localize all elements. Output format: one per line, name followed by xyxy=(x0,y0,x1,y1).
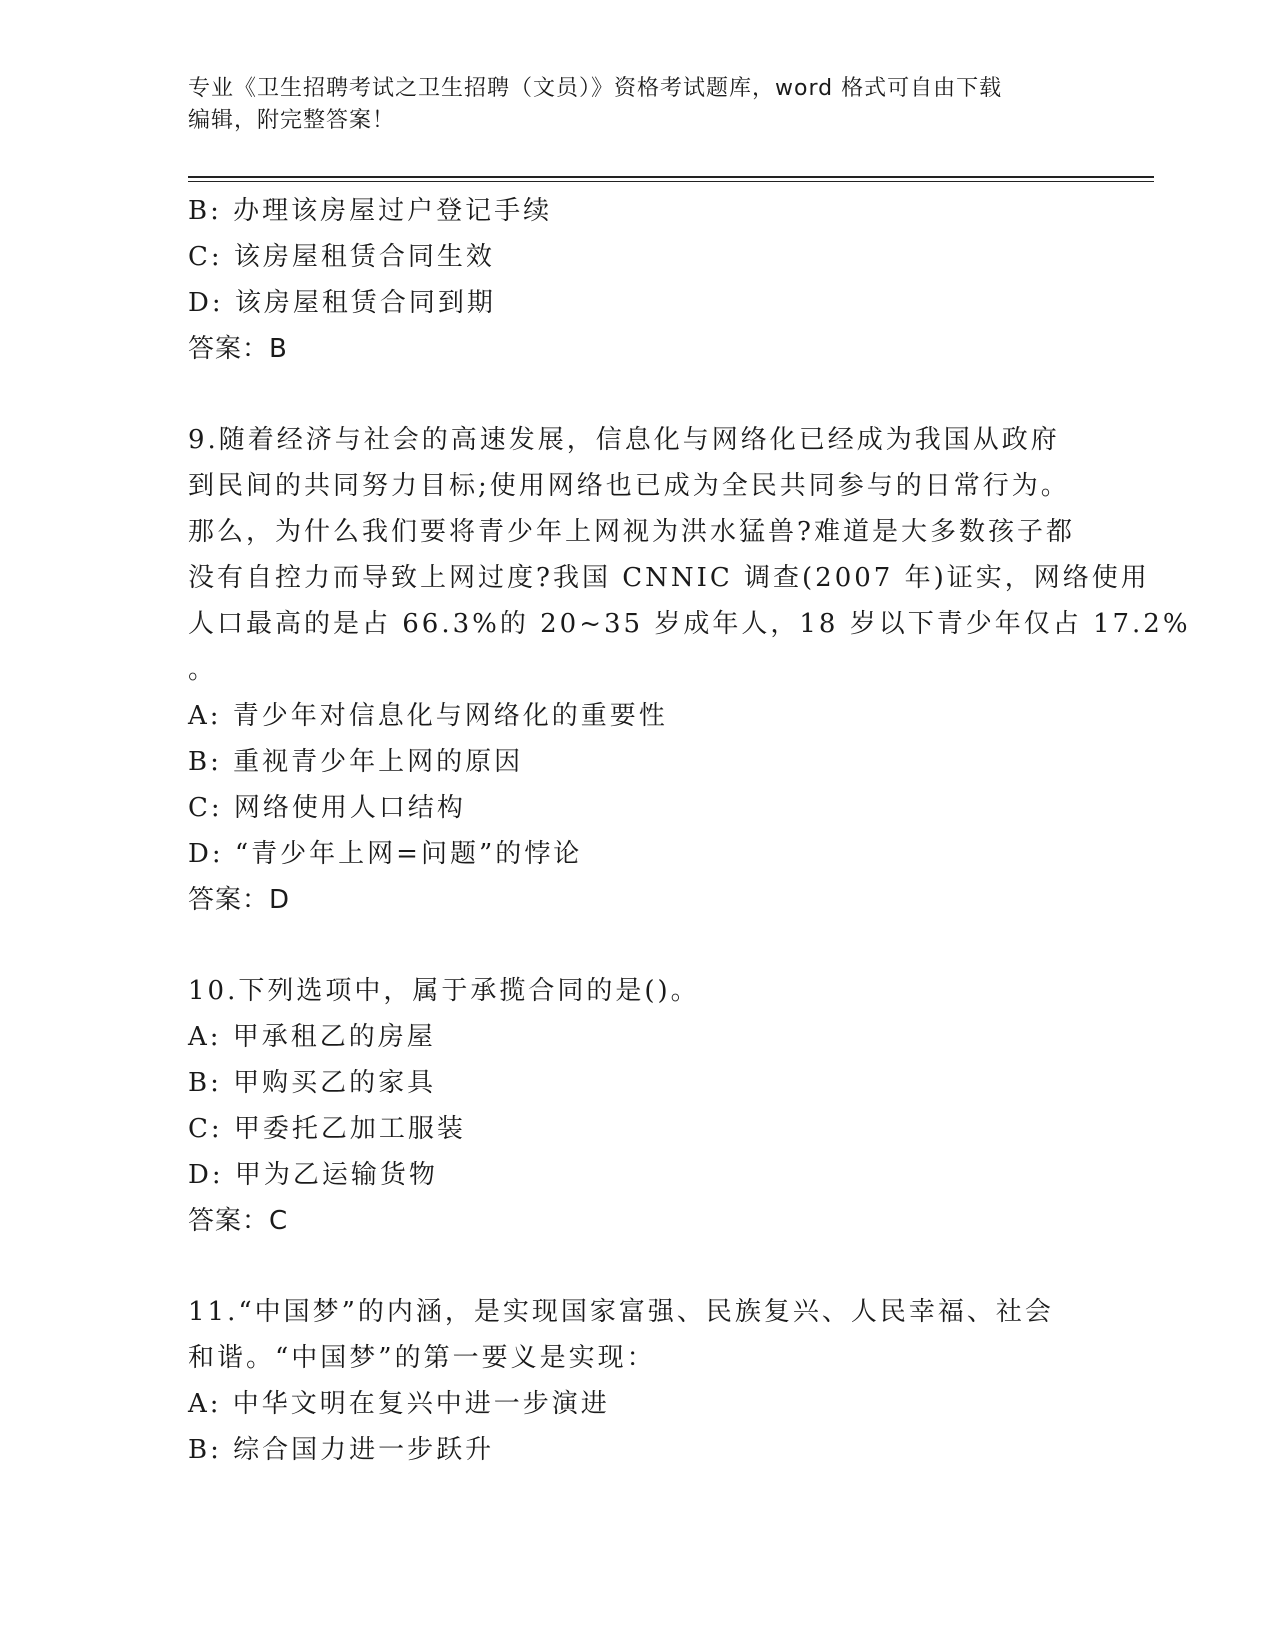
header-line-2: 编辑，附完整答案！ xyxy=(188,108,396,133)
question-stem-line: 10.下列选项中，属于承揽合同的是()。 xyxy=(188,976,700,1006)
question-stem-line: 人口最高的是占 66.3%的 20~35 岁成年人，18 岁以下青少年仅占 17.2% xyxy=(188,609,1191,639)
question-stem-line: 9.随着经济与社会的高速发展，信息化与网络化已经成为我国从政府 xyxy=(188,425,1060,455)
answer: 答案：B xyxy=(188,334,288,364)
header-divider xyxy=(188,176,1154,182)
question-stem-line: 11.“中国梦”的内涵，是实现国家富强、民族复兴、人民幸福、社会 xyxy=(188,1297,1054,1327)
question-10 xyxy=(188,968,1088,1244)
spacer xyxy=(188,923,1088,968)
option-a: A: 青少年对信息化与网络化的重要性 xyxy=(188,701,668,731)
question-11 xyxy=(188,1289,1088,1473)
question-stem-line: 到民间的共同努力目标;使用网络也已成为全民共同参与的日常行为。 xyxy=(188,471,1070,501)
option-c: C: 甲委托乙加工服装 xyxy=(188,1114,466,1144)
option-a: A: 中华文明在复兴中进一步演进 xyxy=(188,1389,610,1419)
answer: 答案：D xyxy=(188,885,291,915)
option-d: D: “青少年上网=问题”的悖论 xyxy=(188,839,583,869)
option-b: B: 重视青少年上网的原因 xyxy=(188,747,524,777)
option-c: C: 该房屋租赁合同生效 xyxy=(188,242,495,272)
question-stem-line: 。 xyxy=(188,655,218,685)
option-b: B: 综合国力进一步跃升 xyxy=(188,1435,495,1465)
question-stem-line: 和谐。“中国梦”的第一要义是实现： xyxy=(188,1343,656,1373)
question-8-tail xyxy=(188,188,1088,372)
option-b: B: 甲购买乙的家具 xyxy=(188,1068,437,1098)
question-list xyxy=(188,188,1191,1473)
option-b: B: 办理该房屋过户登记手续 xyxy=(188,196,553,226)
spacer xyxy=(188,372,1088,417)
question-9 xyxy=(188,417,1191,923)
page-header xyxy=(188,73,1088,137)
header-line-1: 专业《卫生招聘考试之卫生招聘（文员）》资格考试题库，word 格式可自由下载 xyxy=(188,76,1003,101)
option-d: D: 该房屋租赁合同到期 xyxy=(188,288,496,318)
question-stem-line: 那么，为什么我们要将青少年上网视为洪水猛兽?难道是大多数孩子都 xyxy=(188,517,1075,547)
question-stem-line: 没有自控力而导致上网过度?我国 CNNIC 调查(2007 年)证实，网络使用 xyxy=(188,563,1150,593)
option-c: C: 网络使用人口结构 xyxy=(188,793,466,823)
answer: 答案：C xyxy=(188,1206,289,1236)
option-a: A: 甲承租乙的房屋 xyxy=(188,1022,436,1052)
option-d: D: 甲为乙运输货物 xyxy=(188,1160,438,1190)
spacer xyxy=(188,1244,1088,1289)
